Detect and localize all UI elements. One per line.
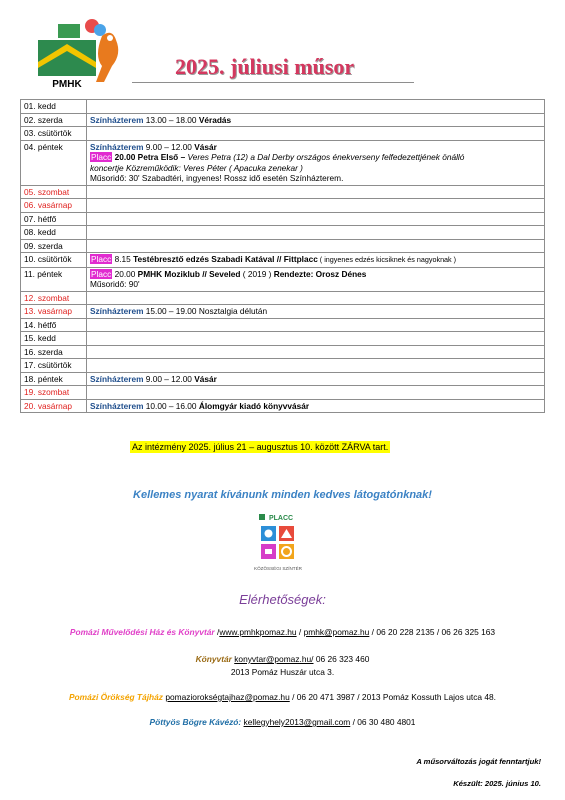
- schedule-event: [87, 332, 545, 346]
- contacts-heading: Elérhetőségek:: [239, 592, 326, 607]
- schedule-row: [21, 305, 545, 319]
- contact-library-phone: 06 26 323 460: [315, 654, 370, 664]
- schedule-event: [87, 267, 545, 291]
- schedule-day: 20. vasárnap: [21, 399, 87, 413]
- event-line: [90, 115, 541, 126]
- schedule-row: [21, 100, 545, 114]
- placc-logo: [253, 512, 303, 582]
- event-line: [90, 269, 541, 280]
- schedule-day: 02. szerda: [21, 113, 87, 127]
- schedule-day: 17. csütörtök: [21, 359, 87, 373]
- schedule-day: 16. szerda: [21, 345, 87, 359]
- schedule-event: [87, 212, 545, 226]
- contact-library: [0, 654, 565, 664]
- contact-cafe-label: Pöttyös Bögre Kávézó:: [149, 717, 242, 727]
- schedule-day: 03. csütörtök: [21, 127, 87, 141]
- schedule-row: [21, 372, 545, 386]
- schedule-day: 15. kedd: [21, 332, 87, 346]
- event-text: Véradás: [198, 114, 232, 125]
- event-text: Vásár: [194, 373, 217, 384]
- contact-cafe: [0, 717, 565, 727]
- contact-pmhk-email[interactable]: pmhk@pomaz.hu: [303, 627, 370, 637]
- schedule-event: [87, 127, 545, 141]
- schedule-event: [87, 318, 545, 332]
- schedule-day: 08. kedd: [21, 226, 87, 240]
- schedule-row: [21, 267, 545, 291]
- event-text: koncertje Közreműködik: Veres Péter ( Apacuka zenekar ): [90, 162, 303, 173]
- placc-logo-title: PLACC: [268, 515, 294, 522]
- event-text: 13.00 – 18.00: [143, 114, 199, 125]
- schedule-table: [20, 99, 545, 413]
- schedule-event: [87, 305, 545, 319]
- contact-library-address: 2013 Pomáz Huszár utca 3.: [230, 667, 335, 677]
- event-text: ( 2019 ): [240, 268, 274, 279]
- event-text: Álomgyár kiadó könyvvásár: [198, 400, 310, 411]
- event-text: PMHK Moziklub // Seveled: [137, 268, 241, 279]
- schedule-event: [87, 199, 545, 213]
- schedule-event: [87, 113, 545, 127]
- venue-label: Színházterem: [90, 114, 144, 125]
- contact-cafe-phone: / 06 30 480 4801: [352, 717, 416, 727]
- title-divider: [132, 82, 414, 83]
- schedule-day: 05. szombat: [21, 185, 87, 199]
- event-text: 10.00 – 16.00: [143, 400, 199, 411]
- schedule-day: 06. vasárnap: [21, 199, 87, 213]
- schedule-row: [21, 199, 545, 213]
- schedule-row: [21, 386, 545, 400]
- schedule-day: 12. szombat: [21, 291, 87, 305]
- event-line: [90, 374, 541, 385]
- schedule-row: [21, 127, 545, 141]
- schedule-row: [21, 332, 545, 346]
- contact-pmhk: Pomázi Művelődési Ház és Könyvtár /www.pmhkpomaz.hu / pmhk@pomaz.hu / 06 20 228 2135 / 06 26 325 163: [69, 627, 496, 637]
- schedule-day: 11. péntek: [21, 267, 87, 291]
- contact-heritage-rest: / 06 20 471 3987 / 2013 Pomáz Kossuth Lajos utca 48.: [292, 692, 497, 702]
- schedule-day: 10. csütörtök: [21, 253, 87, 268]
- logo-text: PMHK: [52, 79, 82, 90]
- schedule-row: [21, 359, 545, 373]
- schedule-row: [21, 399, 545, 413]
- schedule-row: [21, 345, 545, 359]
- schedule-event: [87, 140, 545, 185]
- schedule-row: [21, 239, 545, 253]
- event-line: [90, 142, 541, 153]
- schedule-event: [87, 359, 545, 373]
- event-text: Vásár: [194, 141, 217, 152]
- schedule-event: [87, 399, 545, 413]
- venue-label: Színházterem: [90, 306, 144, 316]
- event-text: –: [178, 152, 188, 162]
- schedule-day: 14. hétfő: [21, 318, 87, 332]
- event-text: Testébresztő edzés Szabadi Katával // Fittplacc: [133, 254, 318, 264]
- contact-heritage-label: Pomázi Örökség Tájház: [68, 692, 163, 702]
- schedule-event: [87, 345, 545, 359]
- schedule-event: [87, 100, 545, 114]
- schedule-row: [21, 212, 545, 226]
- event-text: Műsoridő: 30' Szabadtéri, ingyenes! Rossz idő esetén Színházterem.: [90, 173, 344, 183]
- placc-badge: Placc: [91, 254, 112, 264]
- placc-badge: Placc: [91, 268, 112, 279]
- schedule-event: [87, 291, 545, 305]
- event-text: 9.00 – 12.00: [143, 141, 195, 152]
- schedule-row: [21, 185, 545, 199]
- event-text: 9.00 – 12.00: [143, 373, 195, 384]
- schedule-event: [87, 372, 545, 386]
- schedule-row: [21, 253, 545, 268]
- schedule-day: 19. szombat: [21, 386, 87, 400]
- event-line: [90, 306, 541, 317]
- venue-label: Színházterem: [90, 400, 144, 411]
- schedule-day: 09. szerda: [21, 239, 87, 253]
- event-line: [90, 163, 541, 174]
- page-title: 2025. júliusi műsor: [175, 54, 355, 79]
- event-line: [90, 173, 541, 184]
- created-date: Készült: 2025. június 10.: [453, 779, 541, 788]
- contact-library-label: Könyvtár: [195, 654, 232, 664]
- pmhk-logo: [36, 18, 132, 90]
- schedule-event: [87, 185, 545, 199]
- event-text: Rendezte: Orosz Dénes: [273, 268, 367, 279]
- summer-greeting: Kellemes nyarat kívánunk minden kedves látogatónknak!: [133, 489, 432, 501]
- event-line: [90, 279, 541, 290]
- event-text: 15.00 – 19.00 Nosztalgia délután: [143, 306, 268, 316]
- event-text: Veres Petra (12) a Dal Derby országos énekverseny felfedezettjének önálló: [187, 152, 465, 162]
- contact-pmhk-phones: 06 20 228 2135 / 06 26 325 163: [376, 627, 496, 637]
- closed-notice: Az intézmény 2025. július 21 – augusztus 10. között ZÁRVA tart.: [132, 442, 389, 452]
- schedule-day: 07. hétfő: [21, 212, 87, 226]
- schedule-event: [87, 226, 545, 240]
- contact-heritage-email[interactable]: pomaziorokségtajhaz@pomaz.hu: [165, 692, 290, 702]
- placc-badge: Placc: [91, 152, 112, 162]
- event-text: Műsoridő: 90': [90, 279, 140, 289]
- contact-library-email[interactable]: konyvtar@pomaz.hu/: [234, 654, 314, 664]
- contact-pmhk-web[interactable]: www.pmhkpomaz.hu: [219, 627, 297, 637]
- schedule-row: [21, 291, 545, 305]
- venue-label: Színházterem: [90, 141, 144, 152]
- schedule-event: [87, 253, 545, 268]
- placc-logo-sub: KÖZÖSSÉGI SZÍNTÉR: [254, 566, 302, 571]
- schedule-day: 04. péntek: [21, 140, 87, 185]
- schedule-row: [21, 140, 545, 185]
- schedule-row: [21, 113, 545, 127]
- schedule-event: [87, 386, 545, 400]
- event-text: 20.00: [112, 268, 138, 279]
- schedule-day: 18. péntek: [21, 372, 87, 386]
- event-line: [90, 254, 541, 266]
- event-text: 8.15: [112, 254, 134, 264]
- schedule-event: [87, 239, 545, 253]
- schedule-day: 01. kedd: [21, 100, 87, 114]
- schedule-row: [21, 318, 545, 332]
- rights-note: A műsorváltozás jogát fenntartjuk!: [416, 757, 541, 766]
- event-text: ( ingyenes edzés kicsiknek és nagyoknak ): [317, 255, 457, 264]
- event-line: [90, 152, 541, 163]
- contact-pmhk-label: Pomázi Művelődési Ház és Könyvtár: [69, 627, 215, 637]
- event-line: [90, 401, 541, 412]
- contact-cafe-email[interactable]: kellegyhely2013@gmail.com: [243, 717, 351, 727]
- schedule-row: [21, 226, 545, 240]
- contact-heritage: [0, 692, 565, 702]
- schedule-day: 13. vasárnap: [21, 305, 87, 319]
- venue-label: Színházterem: [90, 373, 144, 384]
- event-text: 20.00 Petra Első: [112, 152, 179, 162]
